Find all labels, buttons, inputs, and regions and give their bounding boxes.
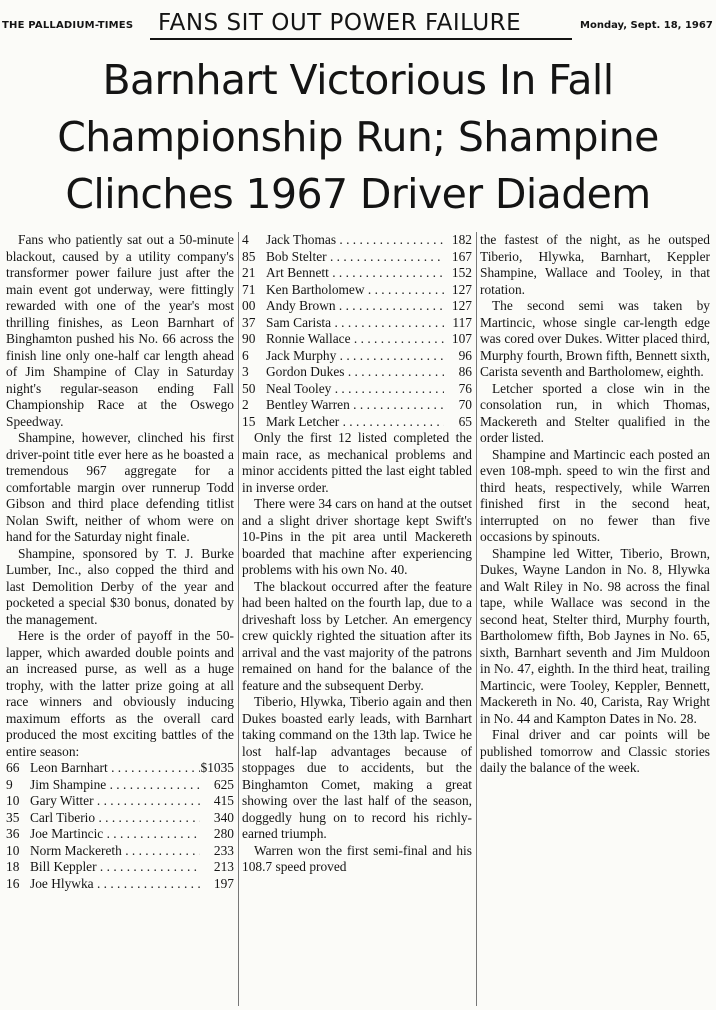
driver-name: Jack Murphy . . .	[266, 348, 444, 365]
car-number: 71	[242, 281, 256, 297]
driver-name: Bentley Warren . . .	[266, 397, 444, 414]
driver-name: Art Bennett . . .	[266, 265, 444, 282]
driver-name: Jack Thomas . . .	[266, 232, 444, 249]
payoff-row	[242, 282, 472, 299]
column-divider	[476, 232, 477, 1006]
payoff-amount: 76	[458, 380, 472, 396]
payoff-amount: 213	[213, 859, 234, 874]
driver-name: Jim Shampine . . .	[30, 777, 200, 794]
car-number: 21	[242, 265, 256, 280]
paragraph: Shampine, sponsored by T. J. Burke Lumber, Inc., also copped the third and last Demolition Derby of the year and pocketed a special $30 bonus, donated by the management.	[6, 545, 234, 627]
paragraph: Letcher sported a close win in the consolation run, in which Thomas, Mackereth and Stelter qualified in the order listed.	[480, 380, 710, 445]
payoff-row	[242, 381, 472, 398]
car-number: 37	[242, 314, 256, 330]
car-number: 50	[242, 380, 256, 396]
payoff-list	[6, 760, 234, 892]
car-number: 10	[6, 842, 20, 858]
car-number: 4	[242, 232, 249, 247]
car-number: 00	[242, 298, 256, 313]
payoff-row	[6, 826, 234, 843]
payoff-row	[242, 331, 472, 348]
car-number: 66	[6, 760, 20, 775]
payoff-amount: 280	[213, 826, 234, 841]
payoff-row	[242, 298, 472, 315]
driver-name: Bob Stelter . . .	[266, 249, 444, 266]
payoff-row	[242, 232, 472, 249]
paragraph: The blackout occurred after the feature had been halted on the fourth lap, due to a driveshaft loss by Letcher. An emergency crew quickly righted the situation after its arrival and the vast majority of the patrons remained on hand for the balance of the feature and the subsequent Derby.	[242, 578, 472, 693]
driver-name: Ronnie Wallace . . .	[266, 331, 444, 348]
driver-name: Sam Carista . . .	[266, 315, 444, 332]
payoff-row	[6, 843, 234, 860]
payoff-row	[6, 810, 234, 827]
payoff-amount: 197	[213, 875, 234, 891]
car-number: 90	[242, 331, 256, 346]
newspaper-name: THE PALLADIUM-TIMES	[2, 20, 134, 31]
payoff-row	[242, 249, 472, 266]
paragraph: Fans who patiently sat out a 50-minute blackout, caused by a utility company's transformer power failure just after the main event got underway, were fittingly rewarded with one of the year's most thrilling finishes, as Leon Barnhart of Binghamton pushed his No. 66 across the finish line only one-half car length ahead of Jim Shampine of Clay in Saturday night's regular-season ending Fall Championship Race at the Oswego Speedway.	[6, 232, 234, 429]
driver-name: Ken Bartholomew . . .	[266, 282, 444, 299]
article-column-1	[6, 232, 234, 1010]
paragraph: Shampine, however, clinched his first driver-point title ever here as he boasted a tremendous 967 aggregate for a comfortable margin over runnerup Todd Gibson and third place defending titlist Nolan Swift, neither of whom were on hand for the Saturday night finale.	[6, 430, 234, 544]
payoff-row	[6, 777, 234, 794]
paragraph: Warren won the first semi-final and his 108.7 speed proved	[242, 842, 472, 874]
car-number: 9	[6, 776, 13, 792]
car-number: 36	[6, 826, 20, 841]
car-number: 3	[242, 364, 249, 379]
paragraph: The second semi was taken by Martincic, whose single car-length edge was cored over Dukes. Witter placed third, Murphy fourth, Brown fifth, Bennett sixth, Carista seventh and Bartholomew, eighth.	[480, 298, 710, 379]
paragraph: Shampine led Witter, Tiberio, Brown, Dukes, Wayne Landon in No. 8, Hlywka and Walt Riley in No. 98 across the final tape, while Wallace was second in the second heat, Stelter third, Murphy fourth, Bartholomew fifth, Bob Jaynes in No. 65, sixth, Barnhart seventh and Jim Muldoon in No. 47, eighth. In the third heat, trailing Martincic, were Tooley, Keppler, Bennett, Mackereth in No. 40, Carista, Ray Wright in No. 44 and Kampton Dates in No. 28.	[480, 545, 710, 726]
car-number: 6	[242, 347, 249, 363]
driver-name: Carl Tiberio . . .	[30, 810, 200, 827]
paragraph: the fastest of the night, as he outsped Tiberio, Hlywka, Barnhart, Keppler Shampine, Wallace and Tooley, in that rotation.	[480, 232, 710, 297]
payoff-amount: 182	[451, 232, 472, 247]
car-number: 35	[6, 809, 20, 825]
payoff-row	[242, 397, 472, 414]
driver-name: Norm Mackereth . . .	[30, 843, 200, 860]
payoff-row	[242, 414, 472, 431]
car-number: 10	[6, 793, 20, 808]
payoff-amount: 340	[213, 809, 234, 825]
paragraph: There were 34 cars on hand at the outset and a slight driver shortage kept Swift's 10-Pins in the pit area until Mackereth boarded that machine after experiencing problems with his own No. 40.	[242, 496, 472, 577]
payoff-list-continued	[242, 232, 472, 430]
main-headline	[0, 52, 716, 223]
headline-line-3: Clinches 1967 Driver Diadem	[65, 170, 651, 218]
driver-name: Mark Letcher . . .	[266, 414, 444, 431]
car-number: 16	[6, 875, 20, 891]
headline-line-1: Barnhart Victorious In Fall	[102, 56, 614, 104]
paragraph: Here is the order of payoff in the 50-lapper, which awarded double points and an increased purse, as well as a huge trophy, with the latter prize going at all race winners and obviously inducing maximum efforts as the overall card produced the most exciting battles of the entire season:	[6, 628, 234, 759]
driver-name: Joe Martincic . . .	[30, 826, 200, 843]
payoff-amount: 127	[451, 281, 472, 297]
payoff-row	[242, 364, 472, 381]
driver-name: Neal Tooley . . .	[266, 381, 444, 398]
payoff-row	[242, 348, 472, 365]
payoff-amount: 65	[458, 413, 472, 429]
driver-name: Gary Witter . . .	[30, 793, 200, 810]
payoff-amount: 96	[458, 347, 472, 363]
kicker-headline: FANS SIT OUT POWER FAILURE	[158, 10, 522, 36]
paragraph: Tiberio, Hlywka, Tiberio again and then Dukes boasted early leads, with Barnhart taking command on the 13th lap. Twice he lost half-lap advantages because of stoppages due to accidents, but the Binghamton Comet, making a great showing over the last half of the season, doggedly hung on to record his richly-earned triumph.	[242, 694, 472, 841]
paragraph: Only the first 12 listed completed the main race, as mechanical problems and minor accidents pitted the last eight tabled in inverse order.	[242, 430, 472, 495]
payoff-row	[242, 265, 472, 282]
payoff-amount: 167	[451, 248, 472, 264]
payoff-row	[6, 859, 234, 876]
payoff-amount: 625	[213, 776, 234, 792]
masthead	[0, 6, 716, 44]
car-number: 15	[242, 413, 256, 429]
headline-line-2: Championship Run; Shampine	[57, 113, 659, 161]
car-number: 2	[242, 397, 249, 412]
payoff-row	[6, 793, 234, 810]
payoff-amount: 415	[213, 793, 234, 808]
column-divider	[238, 232, 239, 1006]
payoff-amount: 86	[458, 364, 472, 379]
car-number: 85	[242, 248, 256, 264]
car-number: 18	[6, 859, 20, 874]
payoff-amount: 233	[213, 842, 234, 858]
payoff-row	[242, 315, 472, 332]
payoff-amount: 70	[458, 397, 472, 412]
payoff-amount: $1035	[200, 760, 234, 775]
driver-name: Bill Keppler . . .	[30, 859, 200, 876]
driver-name: Leon Barnhart . . .	[30, 760, 200, 777]
article-column-2	[242, 232, 472, 1010]
issue-date: Monday, Sept. 18, 1967	[580, 20, 713, 31]
driver-name: Andy Brown . . .	[266, 298, 444, 315]
payoff-amount: 152	[451, 265, 472, 280]
article-column-3	[480, 232, 710, 1010]
kicker-underline	[150, 38, 572, 40]
payoff-row	[6, 876, 234, 893]
paragraph: Final driver and car points will be published tomorrow and Classic stories daily the balance of the week.	[480, 727, 710, 775]
driver-name: Joe Hlywka . . .	[30, 876, 200, 893]
payoff-amount: 107	[451, 331, 472, 346]
paragraph: Shampine and Martincic each posted an even 108-mph. speed to win the first and third heats, respectively, while Warren finished first in the second heat, interrupted on no fewer than five occasions by spinouts.	[480, 446, 710, 544]
driver-name: Gordon Dukes . . .	[266, 364, 444, 381]
payoff-amount: 117	[452, 314, 472, 330]
payoff-amount: 127	[451, 298, 472, 313]
payoff-row	[6, 760, 234, 777]
